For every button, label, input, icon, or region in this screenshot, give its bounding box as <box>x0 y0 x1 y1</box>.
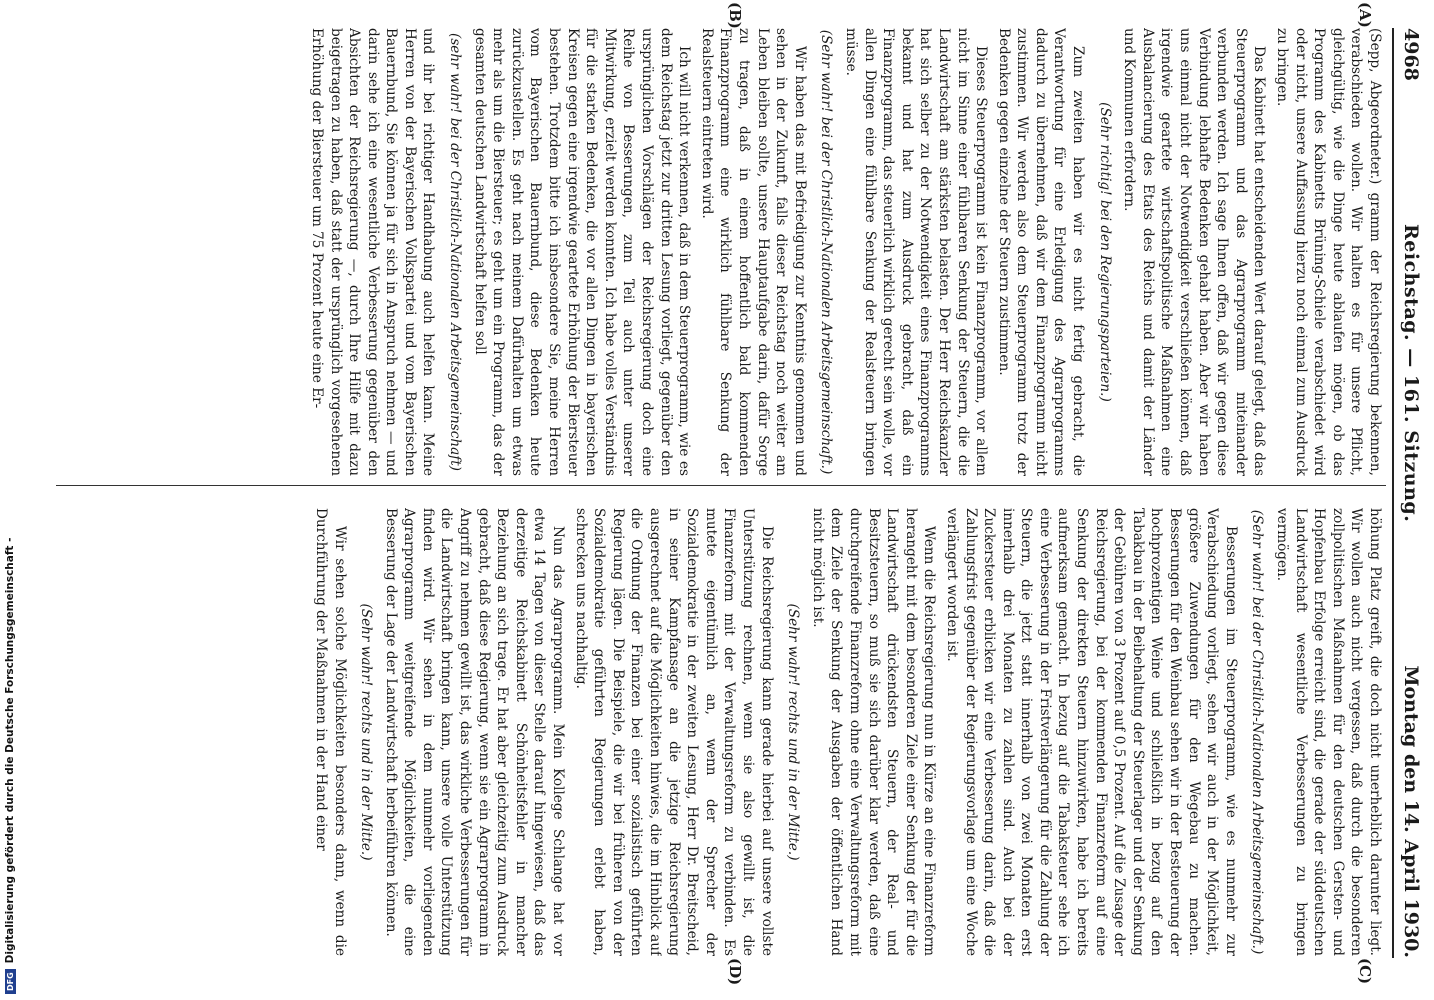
left-text-column <box>59 28 1384 476</box>
page-header <box>1392 28 1428 958</box>
header-date: Montag den 14. April 1930. <box>1400 665 1422 958</box>
paragraph: Nun das Agrarprogramm. Mein Kollege Schlange hat vor etwa 14 Tagen von dieser Stelle darauf hingewiesen, daß das derzeitige Reichskabinett Schönheitsfehler in mancher Beziehung an sich trage. Er hat aber gleichzeitig zum Ausdruck gebracht, daß diese Regierung, wenn sie ein Agrarprogramm in Angriff zu nehmen gewillt ist, das wirkliche Verbesserungen für die Landwirtschaft bringen kann, unsere volle Unterstützung finden wird. Wir sehen in dem nunmehr vorliegenden Agrarprogramm weitgreifende Möglichkeiten, die eine Besserung der Lage der Landwirtschaft herbeiführen können. <box>382 508 567 956</box>
interjection: (Sehr wahr! bei der Christlich-Nationalen Arbeitsgemeinschaft.) <box>1249 509 1266 955</box>
paragraph: und ihr bei richtiger Handhabung auch helfen kann. Meine Herren von der Bayerischen Volkspartei und vom Bayerischen Bauernbund, Sie können ja für sich in Anspruch nehmen — und darin sehe ich eine wesentliche Verbesserung gegenüber den Absichten der Reichsregierung —, durch Ihre Hilfe mit dazu beigetragen zu haben, daß statt der ursprünglich vorgesehenen Erhöhung der Biersteuer um 75 Prozent heute eine Er- <box>308 28 437 476</box>
margin-letter-b: (B) <box>726 2 744 29</box>
paragraph: Wenn die Reichsregierung nun in Kürze an eine Finanzreform herangeht mit dem besonderen Ziele einer Senkung der für die Landwirtschaft drückendsten Steuern, der Real- und Besitzsteuern, so muß sie sich darüber klar werden, daß eine durchgreifende Finanzreform ohne eine Verwaltungsreform mit dem Ziele der Senkung der Ausgaben der öffentlichen Hand nicht möglich ist. <box>809 508 938 956</box>
margin-letter-a: (A) <box>1356 2 1374 28</box>
margin-letter-d: (D) <box>726 958 744 986</box>
header-title: Reichstag. — 161. Sitzung. <box>1400 224 1422 523</box>
paragraph: Wir sehen solche Möglichkeiten besonders dann, wenn die Durchführung der Maßnahmen in der Hand einer <box>312 508 348 956</box>
paragraph: Zum zweiten haben wir es nicht fertig gebracht, die Verantwortung für eine Erledigung des Agrarprogramms dadurch zu übernehmen, daß wir dem Finanzprogramm nicht zustimmen. Wir werden also dem Steuerprogramm trotz der Bedenken gegen einzelne der Steuern zustimmen. <box>995 28 1087 476</box>
column-divider <box>56 485 1386 486</box>
paragraph: Die Reichsregierung kann gerade hierbei auf unsere vollste Unterstützung rechnen, wenn sie also gewillt ist, die Finanzreform mit der Verwaltungsreform zu verbinden. Es mutete eigentümlich an, wenn der Sprecher der Sozialdemokratie in der zweiten Lesung, Herr Dr. Breitscheid, in seiner Kampfansage an die jetzige Reichsregierung ausgerechnet auf die Möglichkeiten hinwies, die im Hinblick auf die Ordnung der Finanzen bei einer sozialistisch geführten Regierung lägen. Die Beispiele, die wir bei früheren von der Sozialdemokratie geführten Regierungen erlebt haben, schrecken uns nachhaltig. <box>572 508 775 956</box>
paragraph: Ich will nicht verkennen, daß in dem Steuerprogramm, wie es dem Reichstag jetzt zur dritten Lesung vorliegt, gegenüber den ursprünglichen Vorschlägen der Reichsregierung doch eine Reihe von Besserungen, zum Teil auch unter unserer Mitwirkung, erzielt werden konnten. Ich habe volles Verständnis für die starken Bedenken, die vor allen Dingen in bayerischen Kreisen gegen eine irgendwie geartete Erhöhung der Biersteuer bestehen. Trotzdem bitte ich insbesondere Sie, meine Herren vom Bayerischen Bauernbund, diese Bedenken heute zurückzustellen. Es geht nach meinem Dafürhalten um etwas mehr als um die Biersteuer; es geht um ein Programm, das der gesamten deutschen Landwirtschaft helfen soll <box>471 28 693 476</box>
logo-mark: DFG <box>5 969 16 994</box>
interjection: (Sehr richtig! bei den Regierungsparteien.) <box>1096 102 1113 402</box>
digitization-credit: Digitalisierung gefördert durch die Deutsche Forschungsgemeinschaft - <box>4 537 16 964</box>
interjection: (Sehr wahr! rechts und in der Mitte.) <box>785 603 802 861</box>
paragraph: Besserungen im Steuerprogramm, wie es nunmehr zur Verabschiedung vorliegt, sehen wir auch in der Möglichkeit, größere Zuwendungen für den Wegebau zu machen. Besserungen für den Weinbau sehen wir in der Besteuerung der hochprozentigen Weine und schließlich in bezug auf den Tabakbau in der Beibehaltung der Steuerlager und der Senkung der Gebühren von 3 Prozent auf 0,5 Prozent. Auf die Zusage der Reichsregierung, bei der kommenden Finanzreform auf eine Senkung der direkten Steuern hinzuwirken, habe ich bereits aufmerksam gemacht. In bezug auf die Tabaksteuer sehe ich eine Verbesserung in der Fristverlängerung für die Zahlung der Steuern, die jetzt statt innerhalb von zwei Monaten erst innerhalb drei Monaten zu zahlen sind. Auch bei der Zuckersteuer erblicken wir eine Verbesserung darin, daß die Zahlungsfrist gegenüber der Regierungsvorlage um eine Woche verlängert worden ist. <box>943 508 1239 956</box>
paragraph: höhung Platz greift, die doch nicht unerheblich darunter liegt. Wir wollen auch nicht vergessen, daß durch die besonderen zollpolitischen Maßnahmen für den deutschen Gersten- und Hopfenbau Erfolge erreicht sind, die gerade der süddeutschen Landwirtschaft wesentliche Verbesserungen zu bringen vermögen. <box>1274 508 1383 956</box>
paragraph: Das Kabinett hat entscheidenden Wert darauf gelegt, daß das Steuerprogramm und das Agrarprogramm miteinander verbunden werden. Ich sage Ihnen offen, daß wir gegen diese Verbindung lebhafte Bedenken gehabt haben. Aber wir haben uns einmal nicht der Notwendigkeit verschließen können, daß irgendwie geartete wirtschaftspolitische Maßnahmen eine Ausbalancierung des Etats des Reichs und damit der Länder und Kommunen erfordern. <box>1121 28 1268 476</box>
paragraph: (Sepp, Abgeordneter.) gramm der Reichsregierung bekennen, verabschieden wollen. Wir halten es für unsere Pflicht, gleichgültig, wie die Dinge heute ablaufen mögen, ob das Programm des Kabinetts Brüning-Schiele verabschiedet wird oder nicht, unsere Auffassung hierzu noch einmal zum Ausdruck zu bringen. <box>1274 28 1383 476</box>
paragraph: Dieses Steuerprogramm ist kein Finanzprogramm, vor allem nicht im Sinne einer fühlbaren Senkung der Steuern, die die Landwirtschaft am stärksten belasten. Der Herr Reichskanzler hat sich selber zu der Notwendigkeit eines Finanzprogramms bekannt und hat zum Ausdruck gebracht, daß ein Finanzprogramm, das steuerlich wirklich gerecht sein wolle, vor allen Dingen eine fühlbare Senkung der Realsteuern bringen müsse. <box>842 28 990 476</box>
right-text-column <box>59 508 1384 956</box>
paragraph: Wir haben das mit Befriedigung zur Kenntnis genommen und sehen in der Zukunft, falls dieser Reichstag noch weiter am Leben bleiben sollte, unsere Hauptaufgabe darin, dafür Sorge zu tragen, daß in einem hoffentlich bald kommenden Finanzprogramm eine wirklich fühlbare Senkung der Realsteuern eintreten wird. <box>698 28 808 476</box>
footer-credit-strip <box>0 0 24 1000</box>
interjection: (Sehr wahr! rechts und in der Mitte.) <box>358 603 375 861</box>
margin-letter-c: (C) <box>1356 958 1374 985</box>
interjection: (sehr wahr! bei der Christlich-Nationalen Arbeitsgemeinschaft) <box>447 33 464 471</box>
interjection: (Sehr wahr! bei der Christlich-Nationalen Arbeitsgemeinschaft.) <box>818 29 835 475</box>
page-number: 4968 <box>1400 28 1422 81</box>
